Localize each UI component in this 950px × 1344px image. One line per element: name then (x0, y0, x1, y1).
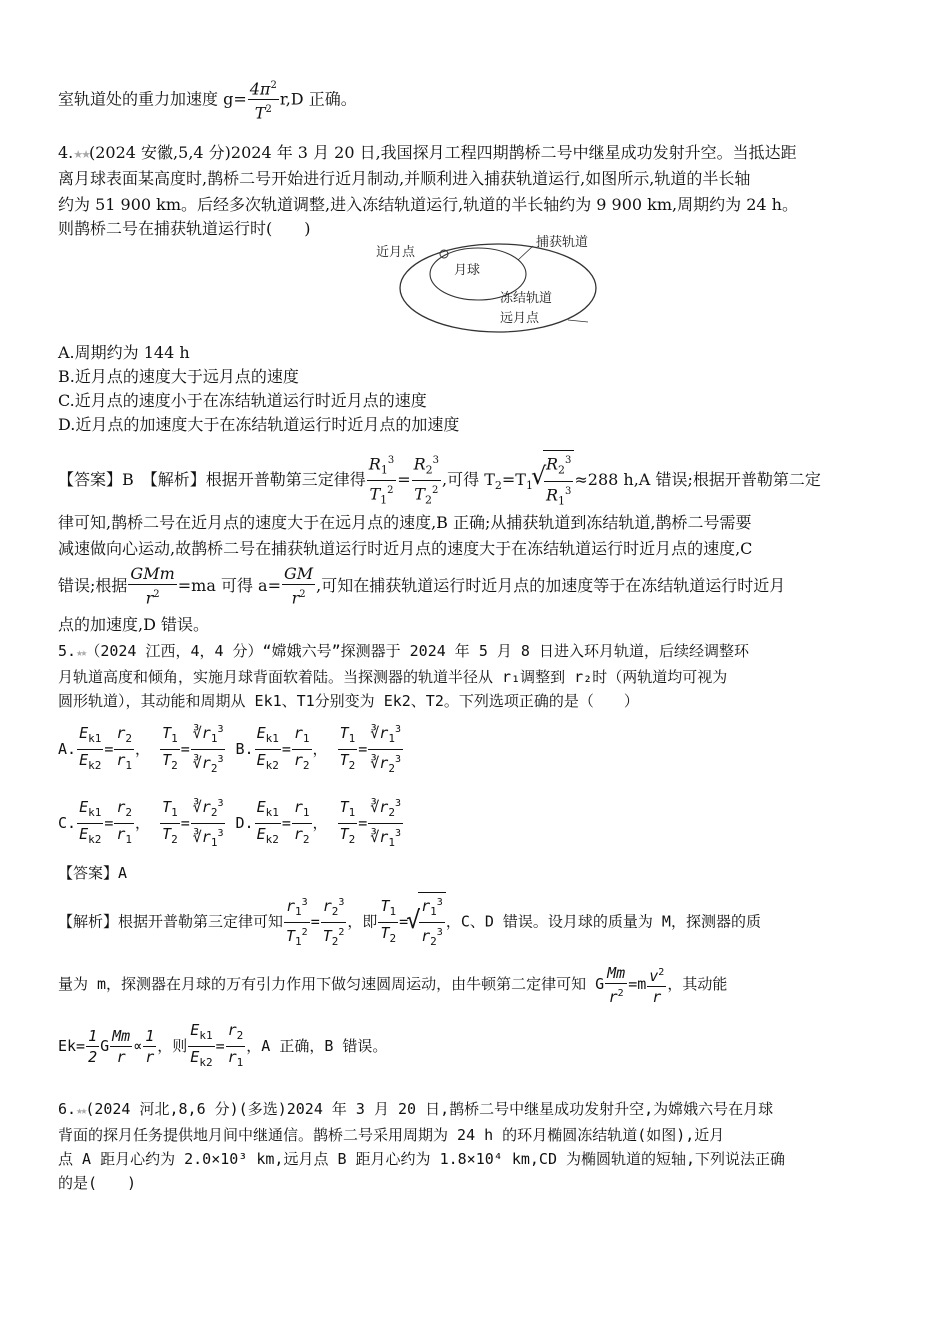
q4-answer-line-1: 【答案】B 【解析】根据开普勒第三定律得 $\frac{R_1^3}{T_1^2}$ = $\frac{R_2^3}{T_2^2}$ ,可得 $T_2=T_1$ √ $\frac{R_2^3}{R_1^3}$ ≈288 h,A 错误;根据开普勒第二定 (58, 450, 821, 511)
formula-g: $\frac{4\pi^2}{T^2}$ (248, 76, 279, 124)
q4-answer-line-5: 点的加速度,D 错误。 (58, 615, 210, 634)
q5-explain-line-3: Ek= $\frac{1}{2}$ G $\frac{Mm}{r}$ ∝ $\frac{1}{r}$ ，则 $\frac{E_{k1}}{E_{k2}}$ = $\frac{r_2}{r_1}$ ，A 正确，B 错误。 (58, 1021, 388, 1069)
q4-option-d: D.近月点的加速度大于在冻结轨道运行时近月点的加速度 (58, 415, 460, 434)
q6-line-1: 6.★★(2024 河北,8,6 分)(多选)2024 年 3 月 20 日,鹊桥二号中继星成功发射升空,为嫦娥六号在月球 (58, 1100, 774, 1118)
q5-line-1: 5.★★（2024 江西，4，4 分）“嫦娥六号”探测器于 2024 年 5 月 8 日进入环月轨道，后续经调整环 (58, 642, 749, 660)
q5-options-cd: C. $\frac{E_{k1}}{E_{k2}}$ = $\frac{r_2}{r_1}$ ， $\frac{T_1}{T_2}$ = $\frac{∛r_2^3}{∛r_1^3}$ D. $\frac{E_{k1}}{E_{k2}}$ = $\frac{r_1}{r_2}$ ， $\frac{T_1}{T_2}$ = $\frac{∛r_2^3}{∛r_1^3}$ (58, 794, 404, 853)
q4-line-2: 离月球表面某高度时,鹊桥二号开始进行近月制动,并顺利进入捕获轨道运行,如图所示,轨道的半长轴 (58, 169, 751, 188)
label-near-point: 近月点 (376, 245, 416, 260)
q5-options-ab: A. $\frac{E_{k1}}{E_{k2}}$ = $\frac{r_2}{r_1}$ ， $\frac{T_1}{T_2}$ = $\frac{∛r_1^3}{∛r_2^3}$ B. $\frac{E_{k1}}{E_{k2}}$ = $\frac{r_1}{r_2}$ ， $\frac{T_1}{T_2}$ = $\frac{∛r_1^3}{∛r_2^3}$ (58, 720, 404, 779)
q4-option-a: A.周期约为 144 h (58, 343, 190, 362)
label-moon: 月球 (454, 263, 481, 278)
orbit-diagram (368, 230, 608, 340)
q6-line-4: 的是( ) (58, 1174, 137, 1192)
capture-orbit (400, 244, 596, 332)
label-far-point: 远月点 (500, 311, 540, 326)
q4-line-3: 约为 51 900 km。后经多次轨道调整,进入冻结轨道运行,轨道的半长轴约为 9 900 km,周期约为 24 h。 (58, 195, 798, 214)
q4-answer-line-2: 律可知,鹊桥二号在近月点的速度大于在远月点的速度,B 正确;从捕获轨道到冻结轨道,鹊桥二号需要 (58, 513, 752, 532)
label-capture-orbit: 捕获轨道 (536, 235, 589, 250)
difficulty-stars-icon: ★★ (73, 148, 89, 161)
q6-line-2: 背面的探月任务提供地月间中继通信。鹊桥二号采用周期为 24 h 的环月椭圆冻结轨道(如图),近月 (58, 1126, 725, 1144)
q5-line-3: 圆形轨道），其动能和周期从 Ek1、T1分别变为 Ek2、T2。下列选项正确的是（ ） (58, 692, 639, 710)
label-frozen-orbit: 冻结轨道 (500, 291, 553, 306)
q5-explain-line-1: 【解析】根据开普勒第三定律可知 $\frac{r_1^3}{T_1^2}$ = $\frac{r_2^3}{T_2^2}$ ，即 $\frac{T_1}{T_2}$ = √ $\frac{r_1^3}{r_2^3}$ ，C、D 错误。设月球的质量为 M，探测器的质 (58, 892, 761, 952)
q6-line-3: 点 A 距月心约为 2.0×10³ km,远月点 B 距月心约为 1.8×10⁴ km,CD 为椭圆轨道的短轴,下列说法正确 (58, 1150, 786, 1168)
q4-line-4: 则鹊桥二号在捕获轨道运行时( ) (58, 219, 311, 238)
prev-answer-line: 室轨道处的重力加速度 g= $\frac{4\pi^2}{T^2}$ r,D 正确。 (58, 76, 357, 124)
q4-answer-line-3: 减速做向心运动,故鹊桥二号在捕获轨道运行时近月点的速度大于在冻结轨道运行时近月点的速度,C (58, 539, 753, 558)
difficulty-stars-icon: ★★ (76, 1104, 86, 1117)
q4-answer-line-4: 错误;根据 $\frac{\text{GMm}}{r^2}$ =ma 可得 a= $\frac{GM}{r^2}$ ,可知在捕获轨道运行时近月点的加速度等于在冻结轨道运行时近月 (58, 564, 786, 608)
q4-option-b: B.近月点的速度大于远月点的速度 (58, 367, 299, 386)
q5-answer: 【答案】A (58, 864, 128, 882)
q5-explain-line-2: 量为 m，探测器在月球的万有引力作用下做匀速圆周运动，由牛顿第二定律可知 G $\frac{Mm}{r^2}$ =m $\frac{v^2}{r}$ ，其动能 (58, 963, 728, 1006)
q4-option-c: C.近月点的速度小于在冻结轨道运行时近月点的速度 (58, 391, 427, 410)
difficulty-stars-icon: ★★ (76, 646, 86, 659)
q5-line-2: 月轨道高度和倾角，实施月球背面软着陆。当探测器的轨道半径从 r₁调整到 r₂时（两轨道均可视为 (58, 668, 728, 686)
q4-line-1: 4.★★(2024 安徽,5,4 分)2024 年 3 月 20 日,我国探月工程四期鹊桥二号中继星成功发射升空。当抵达距 (58, 143, 797, 162)
